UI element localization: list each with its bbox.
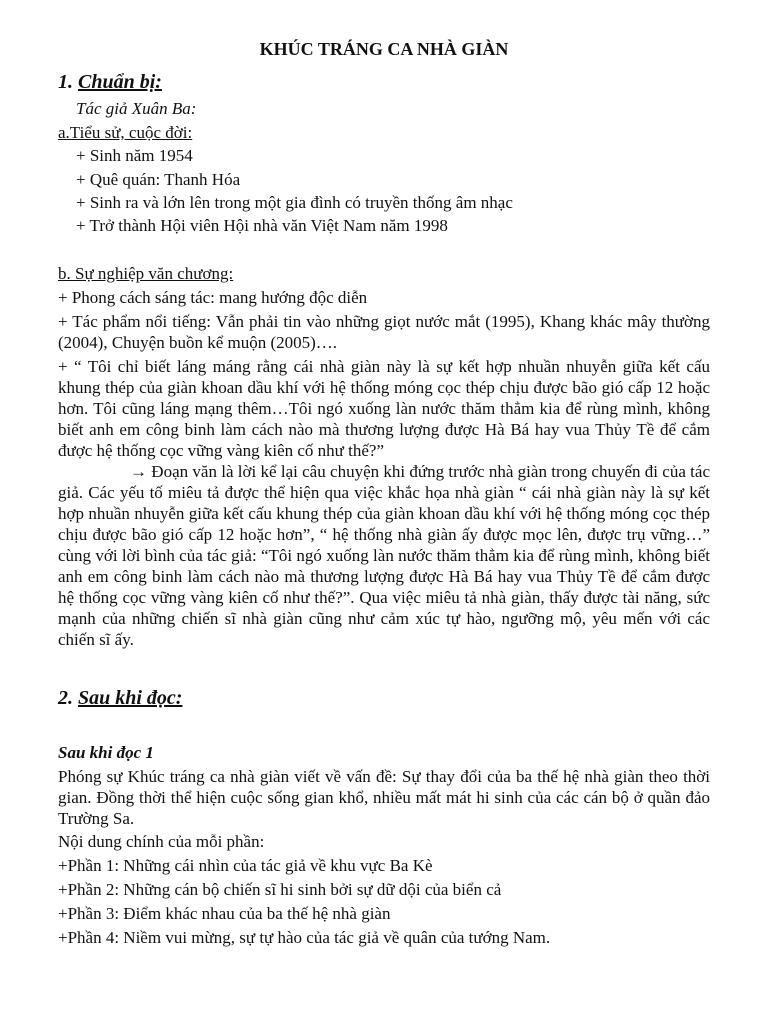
section2-title: Sau khi đọc: — [78, 687, 183, 709]
list-item: +Phần 2: Những cán bộ chiến sĩ hi sinh bởi sự dữ dội của biển cả — [58, 880, 502, 899]
section2-paragraph: Phóng sự Khúc tráng ca nhà giàn viết về vấn đề: Sự thay đổi của ba thế hệ nhà giàn theo thời gian. Đồng thời thể hiện cuộc sống gian khổ, nhiều mất mát hi sinh của các cán bộ ở quần đảo Trường Sa. — [58, 767, 710, 828]
list-item: + Sinh năm 1954 — [76, 146, 193, 165]
section2-body — [58, 766, 710, 951]
list-item: + Tác phẩm nổi tiếng: Vẫn phải tin vào những giọt nước mắt (1995), Khang khác mây thường (2004), Chuyện buồn kể muộn (2005)…. — [58, 312, 710, 352]
subsection-a-list — [76, 145, 726, 238]
quote-item: + “ Tôi chỉ biết láng máng rằng cái nhà giàn này là sự kết hợp nhuần nhuyễn giữa kết cấu khung thép của giàn khoan dầu khí với hệ thống móng cọc thép chịu được bão gió cấp 12 hoặc hơn. Tôi cũng láng mạng thêm…Tôi ngó xuống làn nước thăm thẳm kia để rùng mình, không biết anh em công binh làm cách nào mà thương lượng được Hà Bá hay vua Thủy Tề để cắm được hệ thống cọc vững vàng kiên cố như thế?” — [58, 357, 710, 460]
content-intro: Nội dung chính của mỗi phần: — [58, 832, 265, 851]
subsection-b-list — [58, 287, 710, 650]
list-item: +Phần 3: Điểm khác nhau của ba thế hệ nhà giàn — [58, 904, 391, 923]
list-item: + Phong cách sáng tác: mang hướng độc diễn — [58, 288, 368, 307]
section2-subheading: Sau khi đọc 1 — [58, 743, 154, 762]
list-item: +Phần 1: Những cái nhìn của tác giả về khu vực Ba Kè — [58, 856, 433, 875]
list-item: + Sinh ra và lớn lên trong một gia đình có truyền thống âm nhạc — [76, 193, 513, 212]
list-item: + Quê quán: Thanh Hóa — [76, 170, 241, 189]
document-title: KHÚC TRÁNG CA NHÀ GIÀN — [259, 39, 509, 59]
section1-number: 1. — [58, 71, 73, 93]
list-item: +Phần 4: Niềm vui mừng, sự tự hào của tác giả về quân của tướng Nam. — [58, 928, 551, 947]
analysis-paragraph: → Đoạn văn là lời kể lại câu chuyện khi đứng trước nhà giàn trong chuyến đi của tác giả. Các yếu tố miêu tả được thể hiện qua việc khắc họa nhà giàn “ cái nhà giàn này là sự kết hợp nhuần nhuyễn giữa kết cấu khung thép của giàn khoan dầu khí với hệ thống móng cọc thép chịu được bão gió cấp 12 hoặc hơn”, “ hệ thống nhà giàn ấy được mọc lên, được trụ vững…” cùng với lời bình của tác giả: “Tôi ngó xuống làn nước thăm thẳm kia để rùng mình, không biết anh em công binh làm cách nào mà thương lượng được Hà Bá hay vua Thủy Tề để cắm được hệ thống cọc vững vàng kiên cố như thế?”. Qua việc miêu tả nhà giàn, thấy được tài năng, sức mạnh của những chiến sĩ nhà giàn cũng như cảm xúc tự hào, ngưỡng mộ, yêu mến với các chiến sĩ ấy. — [58, 462, 710, 649]
subsection-a-heading: a.Tiểu sử, cuộc đời: — [58, 123, 193, 142]
section1-title: Chuẩn bị: — [78, 71, 162, 93]
section1-heading — [58, 70, 718, 94]
author-line: Tác giả Xuân Ba: — [76, 99, 197, 118]
subsection-b-heading: b. Sự nghiệp văn chương: — [58, 264, 234, 283]
section2-number: 2. — [58, 687, 73, 709]
section2-heading — [58, 686, 718, 710]
list-item: + Trở thành Hội viên Hội nhà văn Việt Nam năm 1998 — [76, 216, 448, 235]
